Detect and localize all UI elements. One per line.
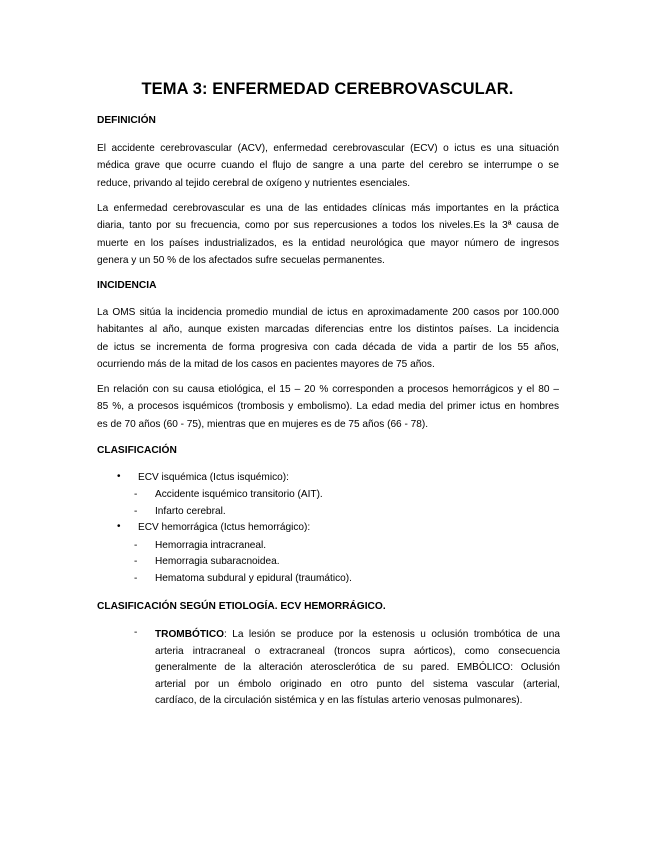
list-item-label: ECV hemorrágica (Ictus hemorrágico): — [138, 522, 311, 533]
sub-list-item-label: Accidente isquémico transitorio (AIT). — [155, 489, 323, 500]
section-heading-definicion: DEFINICIÓN — [97, 115, 156, 126]
sub-list-item-label: Infarto cerebral. — [155, 506, 226, 517]
text-line: muerte en los países industrializados, es la entidad neurológica que mayor número de ingresos — [97, 237, 559, 249]
text-line: La enfermedad cerebrovascular es una de las entidades clínicas más importantes en la práctica — [97, 203, 559, 214]
paragraph-definicion-1 — [97, 140, 559, 192]
list-item-label: ECV isquémica (Ictus isquémico): — [138, 472, 289, 483]
text-line: cardíaco, de la circulación sistémica y en las fístulas arterio venosas pulmonares). — [155, 695, 523, 706]
dash-icon: - — [134, 506, 138, 517]
term-label: TROMBÓTICO — [155, 629, 224, 640]
definition-text — [155, 627, 560, 710]
text-line: diaria, tanto por su frecuencia, como por sus repercusiones a todos los niveles.Es la 3ª causa de — [97, 220, 559, 232]
text-line — [155, 627, 560, 644]
text-line: es de 70 años (60 - 75), mientras que en mujeres es de 75 años (66 - 78). — [97, 418, 429, 430]
paragraph-definicion-2 — [97, 200, 559, 269]
text-line: habitantes al año, aunque existen marcadas diferencias entre los distintos países. La incidencia — [97, 324, 559, 336]
text-line: reduce, privando al tejido cerebral de oxígeno y nutrientes esenciales. — [97, 177, 411, 189]
bullet-icon: • — [117, 471, 121, 482]
text-line: de ictus se incrementa de forma progresiva con cada década de vida a partir de los 55 años, — [97, 341, 559, 353]
text-line: genera y un 50 % de los afectados sufre secuelas permanentes. — [97, 254, 385, 266]
text-line: En relación con su causa etiológica, el 15 – 20 % corresponden a procesos hemorrágicos y el 80 – — [97, 384, 559, 395]
text-line: La OMS sitúa la incidencia promedio mundial de ictus en aproximadamente 200 casos por 100.000 — [97, 307, 559, 318]
text-line: arterial por un émbolo originado en otro punto del sistema vascular (arterial, — [155, 678, 560, 690]
text-line: médica grave que ocurre cuando el flujo de sangre a una parte del cerebro se interrumpe o se — [97, 160, 559, 172]
paragraph-incidencia-2 — [97, 381, 559, 433]
section-heading-incidencia: INCIDENCIA — [97, 280, 157, 291]
section-heading-clasificacion: CLASIFICACIÓN — [97, 445, 177, 456]
dash-icon: - — [134, 556, 138, 567]
page-title: TEMA 3: ENFERMEDAD CEREBROVASCULAR. — [141, 80, 514, 98]
dash-icon: - — [134, 573, 138, 584]
sub-list-item-label: Hemorragia subaracnoidea. — [155, 556, 280, 567]
section-heading-etiologia: CLASIFICACIÓN SEGÚN ETIOLOGÍA. ECV HEMORRÁGICO. — [97, 601, 386, 612]
bullet-icon: • — [117, 521, 121, 532]
text-line: ocurriendo más de la mitad de los casos en pacientes mayores de 75 años. — [97, 358, 435, 370]
dash-icon: - — [134, 627, 138, 638]
text-line: arteria intracraneal o extracraneal (troncos supra aórticos), como consecuencia — [155, 645, 560, 657]
text-line: 85 %, a procesos isquémicos (trombosis y embolismo). La edad media del primer ictus en hombres — [97, 401, 559, 413]
text-line: generalmente de la alteración aterosclerótica de su pared. EMBÓLICO: Oclusión — [155, 662, 560, 673]
text-line: El accidente cerebrovascular (ACV), enfermedad cerebrovascular (ECV) o ictus es una situación — [97, 143, 559, 154]
sub-list-item-label: Hematoma subdural y epidural (traumático). — [155, 573, 352, 584]
dash-icon: - — [134, 540, 138, 551]
dash-icon: - — [134, 489, 138, 500]
term-description: : La lesión se produce por la estenosis u oclusión trombótica de una — [223, 629, 560, 640]
sub-list-item-label: Hemorragia intracraneal. — [155, 540, 267, 551]
paragraph-incidencia-1 — [97, 304, 559, 373]
